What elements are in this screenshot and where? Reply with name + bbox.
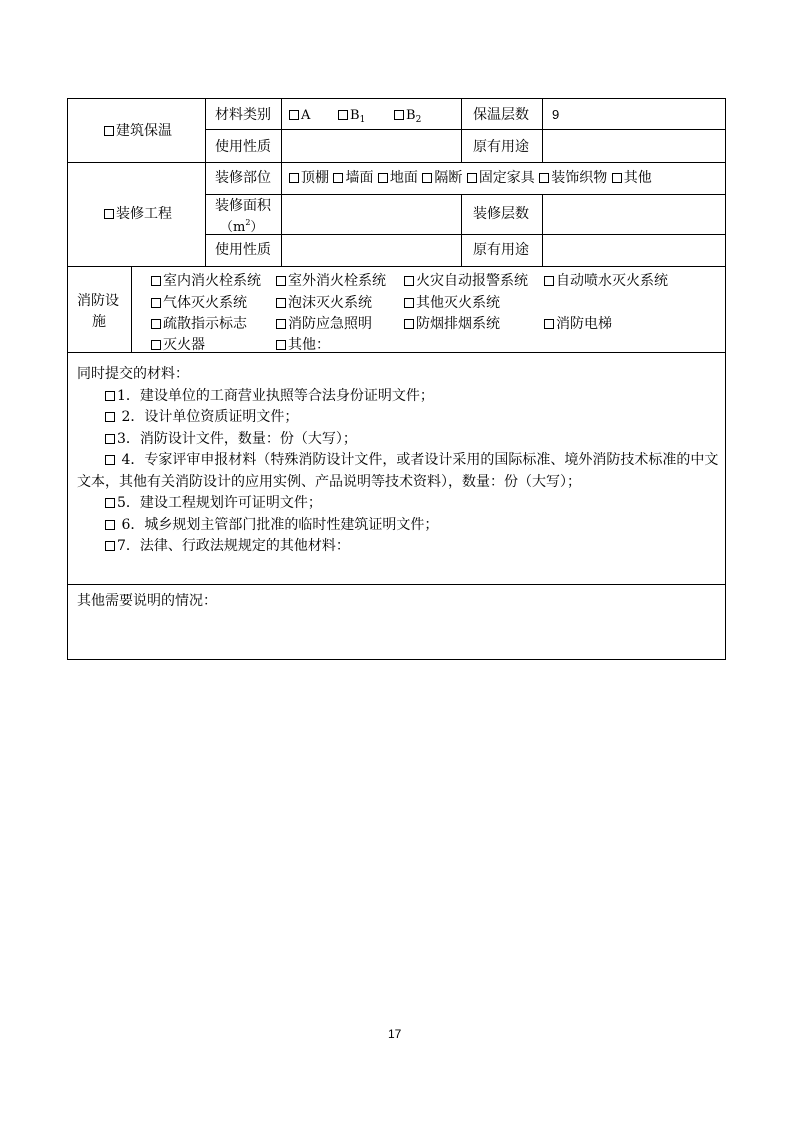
checkbox-icon[interactable]	[276, 298, 286, 308]
checkbox-icon[interactable]	[394, 110, 404, 120]
insulation-original-use-label: 原有用途	[473, 139, 529, 155]
facility-outdoor-hydrant[interactable]: 室外消火栓系统	[276, 273, 386, 289]
checkbox-icon[interactable]	[105, 520, 115, 530]
material-item-5[interactable]: 5．建设工程规划许可证明文件；	[105, 495, 322, 511]
checkbox-icon[interactable]	[104, 126, 114, 136]
part-wall[interactable]: 墙面	[333, 170, 373, 186]
facility-smoke-exhaust[interactable]: 防烟排烟系统	[404, 316, 500, 332]
insulation-checkbox-label[interactable]: 建筑保温	[104, 123, 172, 139]
checkbox-icon[interactable]	[338, 110, 348, 120]
decoration-checkbox-label[interactable]: 装修工程	[104, 206, 172, 222]
material-option-b2[interactable]: $B_2$	[394, 107, 421, 128]
checkbox-icon[interactable]	[105, 541, 115, 551]
material-item-6[interactable]: 6．城乡规划主管部门批准的临时性建筑证明文件；	[105, 517, 438, 533]
facility-fire-elevator[interactable]: 消防电梯	[544, 316, 612, 332]
facility-gas-extinguishing[interactable]: 气体灭火系统	[151, 295, 247, 311]
fire-facilities-label-line1: 消防设	[77, 293, 119, 309]
checkbox-icon[interactable]	[104, 209, 114, 219]
insulation-layers-label: 保温层数	[473, 107, 529, 123]
material-item-4-continuation: 文本，其他有关消防设计的应用实例、产品说明等技术资料），数量：份（大写）；	[77, 474, 581, 490]
decoration-floors-label: 装修层数	[473, 206, 529, 222]
material-item-7[interactable]: 7．法律、行政法规规定的其他材料：	[105, 538, 350, 554]
part-fixed-furniture[interactable]: 固定家具	[467, 170, 535, 186]
material-item-4[interactable]: 4．专家评审申报材料（特殊消防设计文件，或者设计采用的国际标准、境外消防技术标准的中文	[105, 452, 718, 468]
checkbox-icon[interactable]	[289, 110, 299, 120]
checkbox-icon[interactable]	[151, 319, 161, 329]
fire-facilities-label-line2: 施	[92, 314, 106, 330]
checkbox-icon[interactable]	[151, 276, 161, 286]
checkbox-icon[interactable]	[544, 319, 554, 329]
checkbox-icon[interactable]	[404, 276, 414, 286]
checkbox-icon[interactable]	[539, 173, 549, 183]
decoration-parts-options	[289, 170, 652, 186]
decoration-area-unit: $(m^2)$	[220, 218, 264, 235]
checkbox-icon[interactable]	[404, 298, 414, 308]
facility-indoor-hydrant[interactable]: 室内消火栓系统	[151, 273, 261, 289]
decoration-original-use-label: 原有用途	[473, 242, 529, 258]
insulation-layers-value[interactable]: 9	[552, 107, 560, 122]
materials-title: 同时提交的材料：	[77, 366, 189, 382]
part-partition[interactable]: 隔断	[422, 170, 462, 186]
checkbox-icon[interactable]	[422, 173, 432, 183]
part-floor[interactable]: 地面	[378, 170, 418, 186]
checkbox-icon[interactable]	[105, 498, 115, 508]
material-item-2[interactable]: 2．设计单位资质证明文件；	[105, 409, 298, 425]
insulation-use-nature-label: 使用性质	[215, 139, 271, 155]
checkbox-icon[interactable]	[105, 455, 115, 465]
checkbox-icon[interactable]	[151, 340, 161, 350]
checkbox-icon[interactable]	[544, 276, 554, 286]
checkbox-icon[interactable]	[105, 391, 115, 401]
facility-extinguisher[interactable]: 灭火器	[151, 337, 205, 353]
facility-other[interactable]: 其他：	[276, 337, 330, 353]
material-item-1[interactable]: 1．建设单位的工商营业执照等合法身份证明文件；	[105, 388, 434, 404]
material-option-b1[interactable]: $B_1$	[338, 107, 365, 128]
facility-emergency-lighting[interactable]: 消防应急照明	[276, 316, 372, 332]
material-option-a[interactable]: A	[289, 107, 310, 124]
material-item-3[interactable]: 3．消防设计文件，数量：份（大写）；	[105, 431, 357, 447]
checkbox-icon[interactable]	[612, 173, 622, 183]
facility-other-extinguishing[interactable]: 其他灭火系统	[404, 295, 500, 311]
facility-fire-alarm[interactable]: 火灾自动报警系统	[404, 273, 528, 289]
checkbox-icon[interactable]	[467, 173, 477, 183]
material-type-label: 材料类别	[215, 107, 271, 123]
checkbox-icon[interactable]	[404, 319, 414, 329]
checkbox-icon[interactable]	[151, 298, 161, 308]
application-form-table	[67, 98, 726, 660]
page-number: 17	[388, 1027, 402, 1041]
other-notes-title: 其他需要说明的情况：	[77, 593, 217, 609]
facility-sprinkler[interactable]: 自动喷水灭火系统	[544, 273, 668, 289]
facility-evacuation-signs[interactable]: 疏散指示标志	[151, 316, 247, 332]
checkbox-icon[interactable]	[276, 276, 286, 286]
part-other[interactable]: 其他	[612, 170, 652, 186]
decoration-use-nature-label: 使用性质	[215, 242, 271, 258]
facility-foam-extinguishing[interactable]: 泡沫灭火系统	[276, 295, 372, 311]
decoration-parts-label: 装修部位	[215, 170, 271, 186]
decoration-area-label: 装修面积	[215, 198, 271, 214]
checkbox-icon[interactable]	[105, 434, 115, 444]
part-decorative-fabric[interactable]: 装饰织物	[539, 170, 607, 186]
checkbox-icon[interactable]	[276, 340, 286, 350]
checkbox-icon[interactable]	[289, 173, 299, 183]
part-ceiling[interactable]: 顶棚	[289, 170, 329, 186]
checkbox-icon[interactable]	[276, 319, 286, 329]
checkbox-icon[interactable]	[333, 173, 343, 183]
checkbox-icon[interactable]	[378, 173, 388, 183]
checkbox-icon[interactable]	[105, 412, 115, 422]
